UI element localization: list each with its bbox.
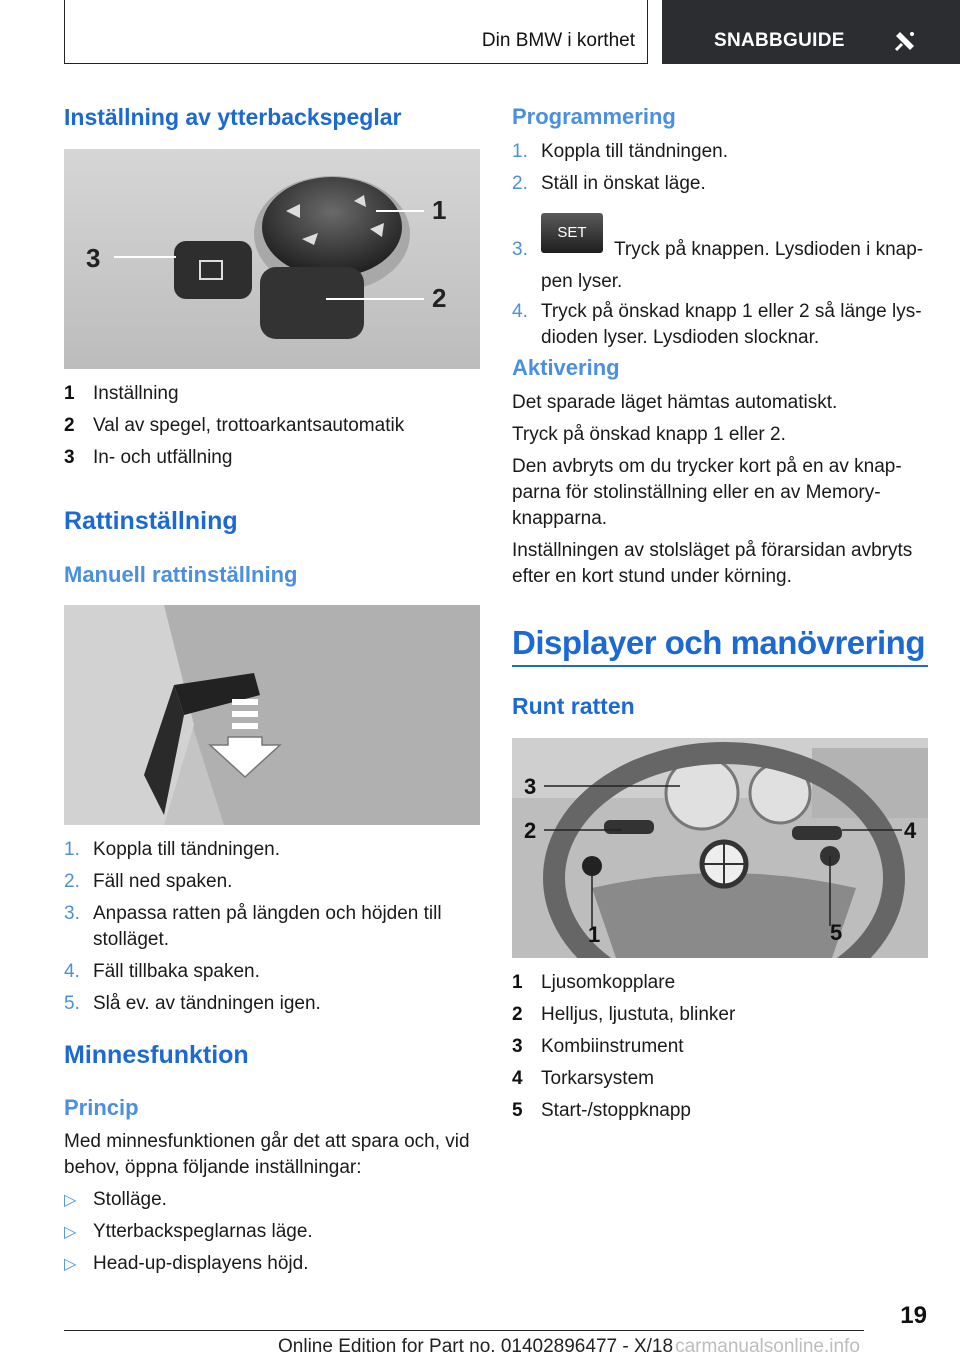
list-item: 4. Fäll tillbaka spaken. xyxy=(64,961,260,982)
bullet-triangle-icon: ▷ xyxy=(64,1256,77,1273)
list-item: 5 Start-/stoppknapp xyxy=(512,1100,691,1121)
memory-intro: Med minnesfunktionen går det att spara och, vid behov, öppna följande inställningar: xyxy=(64,1131,470,1178)
wheel-callout-5: 5 xyxy=(830,920,843,945)
bullet-triangle-icon: ▷ xyxy=(64,1224,77,1241)
watermark: carmanualsonline.info xyxy=(675,1336,860,1357)
header-right-tab xyxy=(662,0,960,64)
list-item: 3. Anpassa ratten på längden och höjden till stolläget. xyxy=(64,903,442,950)
steering-wheel-image xyxy=(512,738,928,958)
list-item: 1 Inställning xyxy=(64,383,179,404)
steering-lever-image xyxy=(64,605,480,825)
mirror-control-image xyxy=(64,149,480,369)
mirror-section-title: Inställning av ytterbackspeglar xyxy=(64,104,402,130)
page-number: 19 xyxy=(900,1302,927,1329)
programming-subtitle: Programmering xyxy=(512,104,676,129)
wheel-callout-2: 2 xyxy=(524,818,537,843)
wheel-legend xyxy=(512,970,932,1130)
list-item: 1 Ljusomkopplare xyxy=(512,972,676,993)
list-item: ▷ Ytterbackspeglarnas läge. xyxy=(64,1219,484,1251)
wheel-callout-1: 1 xyxy=(588,922,601,947)
quick-guide-icon xyxy=(892,28,918,54)
list-item: 3. SET Tryck på knappen. Lysdioden i knap- pen lyser. xyxy=(512,223,932,283)
list-item: 2 Val av spegel, trottoarkantsautomatik xyxy=(64,415,405,436)
wheel-callout-3: 3 xyxy=(524,774,537,799)
header-left-tab xyxy=(64,0,648,64)
footer-divider xyxy=(64,1330,864,1331)
list-item: 3 Kombiinstrument xyxy=(512,1036,684,1057)
header-chapter-title: SNABBGUIDE xyxy=(714,30,845,51)
mirror-callout-2: 2 xyxy=(432,283,447,313)
wheel-callout-4: 4 xyxy=(904,818,917,843)
memory-subtitle: Princip xyxy=(64,1095,139,1120)
set-button-icon: SET xyxy=(541,213,603,253)
steering-subtitle: Manuell rattinställning xyxy=(64,562,298,587)
programming-steps xyxy=(512,139,932,357)
list-item: 5. Slå ev. av tändningen igen. xyxy=(64,993,321,1014)
activation-text: Det sparade läget hämtas automatiskt. Tryck på önskad knapp 1 eller 2. Den avbryts om du trycker kort på en av knap- parna för stolinställning eller en av Memory- knapparna. Inställningen av stolsläget på förarsidan avbryts efter en kort stund under körning. xyxy=(512,392,913,587)
list-item: 1. Koppla till tändningen. xyxy=(512,141,728,162)
list-item: ▷ Stolläge. xyxy=(64,1187,484,1219)
memory-section-title: Minnesfunktion xyxy=(64,1041,249,1069)
displays-section-title: Displayer och manövrering xyxy=(512,624,925,661)
list-item: 2 Helljus, ljustuta, blinker xyxy=(512,1004,736,1025)
list-item: 2. Fäll ned spaken. xyxy=(64,871,233,892)
mirror-legend xyxy=(64,381,484,477)
list-item: ▷ Head-up-displayens höjd. xyxy=(64,1251,484,1283)
title-underline xyxy=(512,665,928,667)
mirror-callout-1: 1 xyxy=(432,195,447,225)
activation-subtitle: Aktivering xyxy=(512,355,620,380)
header-section-title: Din BMW i korthet xyxy=(481,30,635,51)
list-item: 4. Tryck på önskad knapp 1 eller 2 så länge lys- dioden lyser. Lysdioden slocknar. xyxy=(512,301,922,348)
steering-steps xyxy=(64,837,484,1023)
list-item: 3 In- och utfällning xyxy=(64,447,233,468)
list-item: 1. Koppla till tändningen. xyxy=(64,839,280,860)
footer-edition: Online Edition for Part no. 01402896477 - X/18 carmanualsonline.info xyxy=(278,1336,860,1357)
displays-subtitle: Runt ratten xyxy=(512,693,635,719)
list-item: 4 Torkarsystem xyxy=(512,1068,654,1089)
memory-bullets xyxy=(64,1187,484,1283)
bullet-triangle-icon: ▷ xyxy=(64,1192,77,1209)
mirror-callout-3: 3 xyxy=(86,243,101,273)
list-item: 2. Ställ in önskat läge. xyxy=(512,173,706,194)
steering-section-title: Rattinställning xyxy=(64,507,238,535)
